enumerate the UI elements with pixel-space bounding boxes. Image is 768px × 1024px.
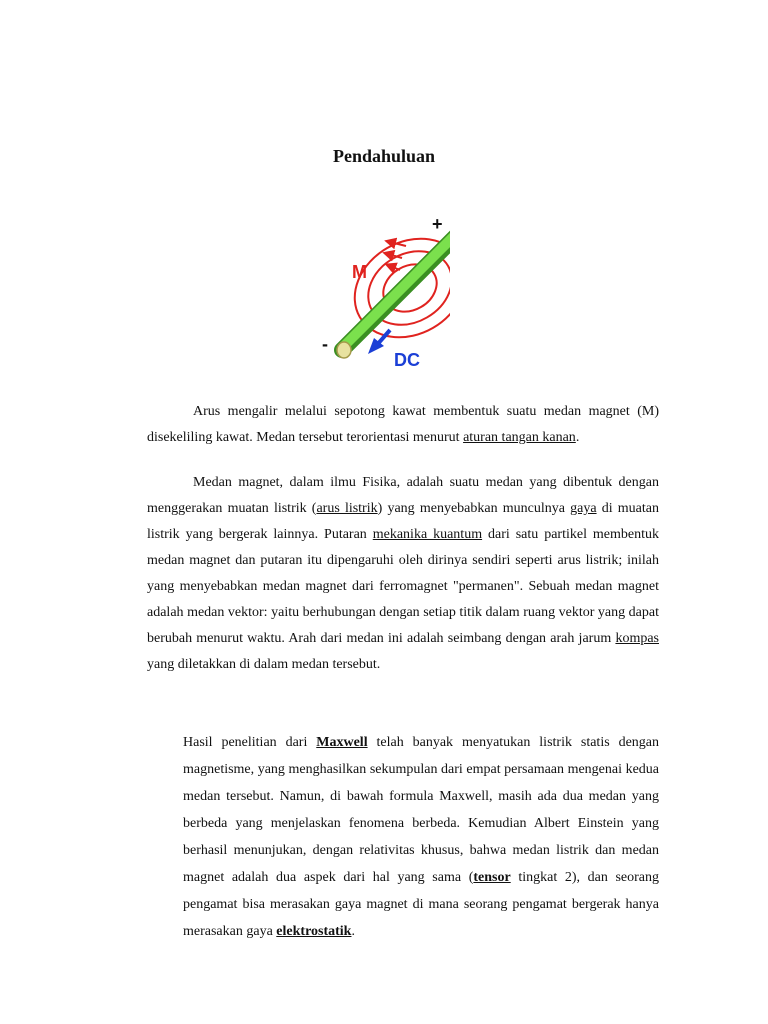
paragraph-2-text-d: dari satu partikel membentuk medan magnet dan putaran itu dipengaruhi oleh dirinya sendiri seperti arus listrik; inilah yang menyebabkan medan magnet dari ferromagnet "permanen". Sebuah medan magnet adalah medan vektor: yaitu berhubungan dengan setiap titik dalam ruang vektor yang dapat berubah menurut waktu. Arah dari medan ini adalah seimbang dengan arah jarum (147, 527, 659, 646)
paragraph-3-text-b: telah banyak menyatukan listrik statis dengan magnetisme, yang menghasilkan sekumpulan dari empat persamaan mengenai kedua medan tersebut. Namun, di bawah formula Maxwell, masih ada dua medan yang berbeda yang menjelaskan fenomena berbeda. Kemudian Albert Einstein yang berhasil menunjukan, dengan relativitas khusus, bahwa medan listrik dan medan magnet adalah dua aspek dari hal yang sama ( (183, 735, 659, 885)
paragraph-2-text-a: Medan magnet, dalam ilmu Fisika, adalah suatu medan yang dibentuk dengan menggerakan muatan listrik ( (147, 475, 659, 516)
paragraph-3 (183, 729, 659, 945)
magnetic-field-figure (318, 212, 450, 372)
paragraph-1-text-a: Arus mengalir melalui sepotong kawat membentuk suatu medan magnet (M) disekeliling kawat. Medan tersebut terorientasi menurut (147, 404, 659, 445)
paragraph-1-text-b: . (575, 430, 580, 445)
link-elektrostatik[interactable]: elektrostatik (276, 924, 352, 939)
wire-diagram (318, 212, 450, 372)
link-gaya[interactable]: gaya (570, 501, 597, 516)
paragraph-1 (147, 399, 659, 451)
paragraph-2-text-e: yang diletakkan di dalam medan tersebut. (147, 657, 381, 672)
paragraph-3-text-d: . (351, 924, 355, 939)
link-tensor[interactable]: tensor (473, 870, 511, 885)
label-plus: + (432, 214, 443, 234)
link-kompas[interactable]: kompas (615, 631, 659, 646)
label-minus: - (322, 334, 328, 354)
paragraph-2 (147, 470, 659, 678)
page-title: Pendahuluan (332, 146, 436, 166)
label-m: M (352, 262, 367, 282)
paragraph-2-text-c: di muatan listrik yang bergerak lainnya. Putaran (147, 501, 659, 542)
paragraph-3-text-c: tingkat 2), dan seorang pengamat bisa merasakan gaya magnet di mana seorang pengamat bergerak hanya merasakan gaya (183, 870, 660, 939)
paragraph-2-text-b: ) yang menyebabkan munculnya (377, 501, 571, 516)
link-arus-listrik[interactable]: arus listrik (316, 501, 378, 516)
link-maxwell[interactable]: Maxwell (316, 735, 368, 750)
label-dc: DC (394, 350, 420, 370)
link-aturan-tangan-kanan[interactable]: aturan tangan kanan (463, 430, 576, 445)
paragraph-3-text-a: Hasil penelitian dari (183, 735, 317, 750)
link-mekanika-kuantum[interactable]: mekanika kuantum (372, 527, 483, 542)
